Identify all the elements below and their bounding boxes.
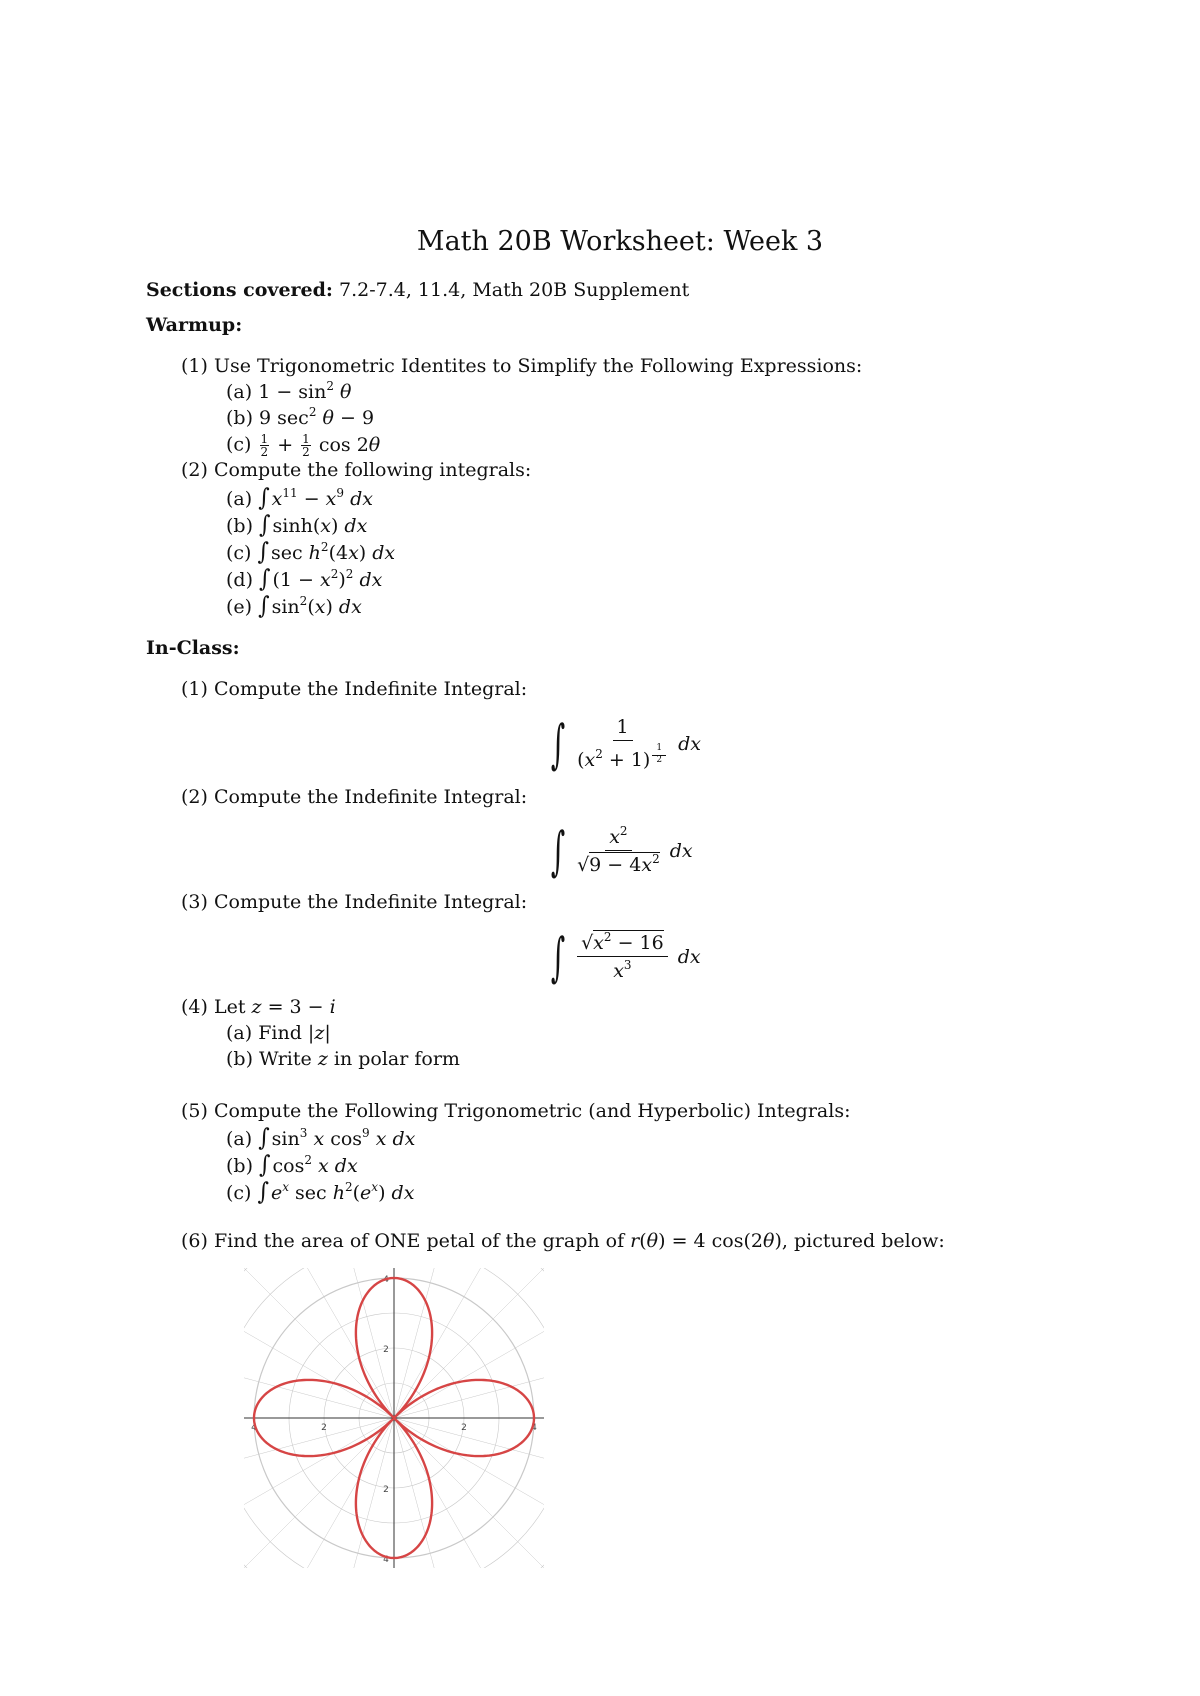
inclass-q3 xyxy=(181,891,527,913)
grid-ray xyxy=(244,1418,394,1528)
part-label: (c) xyxy=(226,433,252,456)
expression: ∫ $x^{11} - x^9$ dx xyxy=(258,484,373,513)
part-label: (b) xyxy=(226,407,253,429)
inclass-q5-number: (5) xyxy=(181,1100,208,1122)
grid-ray xyxy=(244,1268,394,1418)
tick-label: 4 xyxy=(251,1423,257,1433)
warmup-heading: Warmup: xyxy=(146,314,243,336)
expression: ∫ $\sin^2(x)$ dx xyxy=(258,592,362,621)
expression: ∫ sinh(x) dx xyxy=(259,511,368,540)
inclass-q3-number: (3) xyxy=(181,891,208,913)
inclass-q6-text-1: Find the area of ONE petal of the graph of xyxy=(213,1230,625,1252)
inclass-q4b: (b) Write z in polar form xyxy=(226,1048,460,1070)
grid-ray xyxy=(244,1308,394,1418)
warmup-q1b xyxy=(226,407,374,429)
grid-ray xyxy=(394,1268,544,1418)
page-title: Math 20B Worksheet: Week 3 xyxy=(416,226,824,257)
inclass-q6-number: (6) xyxy=(181,1230,208,1252)
warmup-q1a xyxy=(226,381,352,403)
q4a-text: Find xyxy=(258,1022,302,1044)
grid-ray xyxy=(284,1418,394,1568)
sections-value: 7.2-7.4, 11.4, Math 20B Supplement xyxy=(339,279,690,301)
warmup-q2c xyxy=(226,540,395,565)
tick-label: 2 xyxy=(321,1423,327,1433)
part-label: (a) xyxy=(226,488,253,510)
part-label: (c) xyxy=(226,542,252,564)
inclass-q3-text: Compute the Indefinite Integral: xyxy=(213,891,528,913)
grid-ray xyxy=(244,1418,394,1568)
polar-rose-graph xyxy=(244,1268,544,1568)
expression: $1 - \sin^2 \theta$ xyxy=(258,379,352,403)
inclass-q4a: (a) Find |z| xyxy=(226,1022,331,1044)
warmup-q1c xyxy=(226,433,380,458)
tick-label: 2 xyxy=(383,1345,389,1355)
warmup-q2d xyxy=(226,567,382,592)
warmup-q2-number: (2) xyxy=(181,459,208,481)
part-label: (b) xyxy=(226,515,253,537)
tick-label: 2 xyxy=(383,1485,389,1495)
inclass-q5a: (a) ∫ $\sin^3 x$ $\cos^9 x$ dx xyxy=(226,1124,416,1153)
warmup-q1 xyxy=(181,355,862,377)
inclass-q2-text: Compute the Indefinite Integral: xyxy=(213,786,528,808)
warmup-q1-number: (1) xyxy=(181,355,208,377)
part-label: (b) xyxy=(226,1048,253,1070)
inclass-q2 xyxy=(181,786,527,808)
inclass-q4-text: Let xyxy=(213,996,246,1018)
expression: $\frac{1}{2}$ + $\frac{1}{2}$ cos 2θ xyxy=(260,432,381,459)
inclass-heading: In-Class: xyxy=(146,637,240,659)
part-label: (c) xyxy=(226,1182,252,1204)
inclass-q2-number: (2) xyxy=(181,786,208,808)
part-label: (a) xyxy=(226,381,253,403)
warmup-q2b xyxy=(226,513,367,538)
inclass-q5b: (b) ∫ $\cos^2 x$ dx xyxy=(226,1151,358,1180)
inclass-q1-text: Compute the Indefinite Integral: xyxy=(213,678,528,700)
warmup-q1-text: Use Trigonometric Identites to Simplify the Following Expressions: xyxy=(213,355,863,377)
tick-label: 4 xyxy=(383,1275,389,1285)
inclass-q3-integral: ∫ $\frac{√x^2 - 16}{x^3}$ dx xyxy=(550,926,701,988)
inclass-q4: (4) Let z = 3 − i xyxy=(181,996,336,1018)
inclass-q6: (6) Find the area of ONE petal of the graph of r(θ) = 4 cos(2θ), pictured below: xyxy=(181,1230,945,1252)
grid-ray xyxy=(284,1268,394,1418)
q4b-text-2: in polar form xyxy=(333,1048,460,1070)
inclass-q1 xyxy=(181,678,527,700)
part-label: (d) xyxy=(226,569,253,591)
warmup-q2e xyxy=(226,594,362,619)
warmup-q2 xyxy=(181,459,531,481)
inclass-q5c: (c) ∫ $e^x$ $\sec h^2(e^x)$ dx xyxy=(226,1178,415,1207)
tick-label: 2 xyxy=(461,1423,467,1433)
expression: 9 $\sec^2 \theta - 9$ xyxy=(259,405,375,429)
grid-ray xyxy=(394,1418,544,1528)
q4b-text-1: Write xyxy=(259,1048,312,1070)
inclass-q5-text: Compute the Following Trigonometric (and Hyperbolic) Integrals: xyxy=(213,1100,851,1122)
inclass-q1-integral: ∫ 1 $(x^2 + 1)$ $^{\frac{1}{2}}$ dx xyxy=(550,713,701,774)
grid-ray xyxy=(394,1418,504,1568)
expression: ∫ $(1 - x^2)^2$ dx xyxy=(259,565,383,594)
grid-ray xyxy=(394,1308,544,1418)
inclass-q1-number: (1) xyxy=(181,678,208,700)
warmup-q2a xyxy=(226,486,373,511)
part-label: (b) xyxy=(226,1155,253,1177)
part-label: (a) xyxy=(226,1022,253,1044)
warmup-q2-text: Compute the following integrals: xyxy=(213,459,532,481)
grid-ray xyxy=(394,1418,544,1568)
tick-label: 4 xyxy=(531,1423,537,1433)
sections-covered xyxy=(146,279,689,301)
sections-label: Sections covered: xyxy=(146,279,333,301)
inclass-q6-text-2: , pictured below: xyxy=(781,1230,945,1252)
inclass-q4-number: (4) xyxy=(181,996,208,1018)
inclass-q5 xyxy=(181,1100,850,1122)
part-label: (a) xyxy=(226,1128,253,1150)
grid-ray xyxy=(394,1268,504,1418)
tick-label: 4 xyxy=(383,1555,389,1565)
expression: ∫ $\sec h^2(4x)$ dx xyxy=(257,538,396,567)
part-label: (e) xyxy=(226,596,253,618)
inclass-q2-integral: ∫ $\frac{x^2}{√9 - 4x^2}$ dx xyxy=(550,820,693,882)
